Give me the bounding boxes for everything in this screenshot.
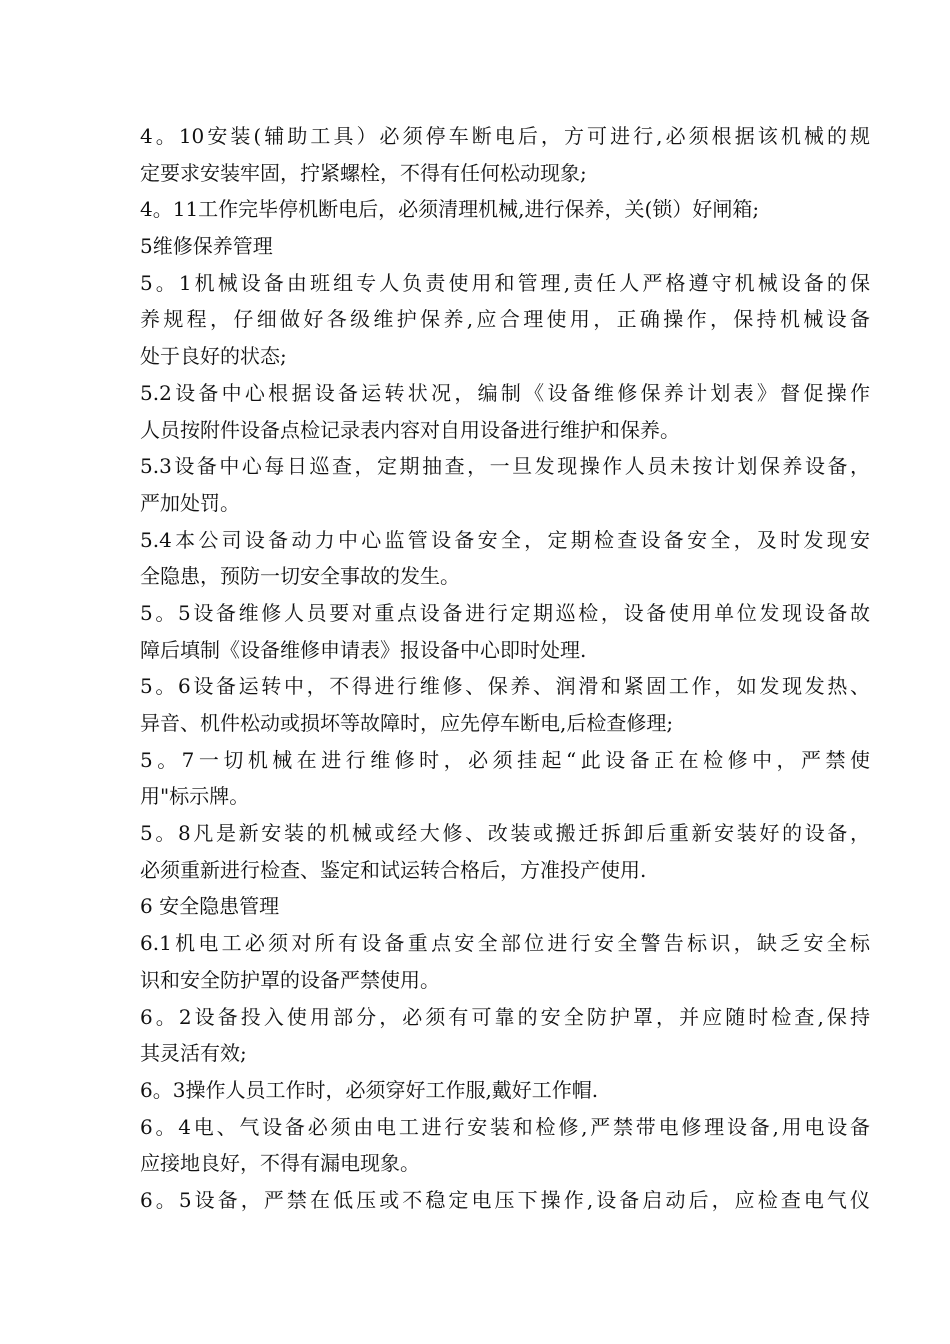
text-line: 定要求安装牢固，拧紧螺栓，不得有任何松动现象; bbox=[140, 160, 587, 185]
text-line: 6。4电、气设备必须由电工进行安装和检修,严禁带电修理设备,用电设备 bbox=[140, 1114, 870, 1139]
text-line: 6.1机电工必须对所有设备重点安全部位进行安全警告标识，缺乏安全标 bbox=[140, 931, 870, 956]
text-line: 应接地良好，不得有漏电现象。 bbox=[140, 1151, 420, 1176]
document-body bbox=[140, 118, 870, 1219]
text-line: 5。8凡是新安装的机械或经大修、改装或搬迁拆卸后重新安装好的设备， bbox=[140, 821, 870, 846]
text-line: 必须重新进行检查、鉴定和试运转合格后，方准投产使用. bbox=[140, 857, 647, 882]
text-line: 5.2设备中心根据设备运转状况，编制《设备维修保养计划表》督促操作 bbox=[140, 380, 870, 405]
text-line: 5。5设备维修人员要对重点设备进行定期巡检，设备使用单位发现设备故 bbox=[140, 600, 870, 625]
text-line: 5。6设备运转中，不得进行维修、保养、润滑和紧固工作，如发现发热、 bbox=[140, 674, 870, 699]
text-line: 5。7一切机械在进行维修时，必须挂起“此设备正在检修中，严禁使 bbox=[140, 747, 870, 772]
text-line: 4。10安装(辅助工具）必须停车断电后，方可进行,必须根据该机械的规 bbox=[140, 124, 870, 148]
text-line: 5.4本公司设备动力中心监管设备安全，定期检查设备安全，及时发现安 bbox=[140, 527, 870, 552]
text-line: 养规程，仔细做好各级维护保养,应合理使用，正确操作，保持机械设备 bbox=[140, 307, 870, 332]
text-line: 严加处罚。 bbox=[140, 490, 240, 515]
text-line: 处于良好的状态; bbox=[140, 344, 287, 369]
text-line: 5。1机械设备由班组专人负责使用和管理,责任人严格遵守机械设备的保 bbox=[140, 270, 870, 295]
text-line: 5.3设备中心每日巡查，定期抽查，一旦发现操作人员未按计划保养设备， bbox=[140, 454, 870, 479]
text-line: 其灵活有效; bbox=[140, 1041, 247, 1066]
text-line: 5维修保养管理 bbox=[140, 234, 273, 259]
text-line: 人员按附件设备点检记录表内容对自用设备进行维护和保养。 bbox=[140, 417, 680, 442]
text-line: 6 安全隐患管理 bbox=[140, 894, 280, 919]
text-line: 全隐患，预防一切安全事故的发生。 bbox=[140, 564, 460, 589]
text-line: 4。11工作完毕停机断电后，必须清理机械,进行保养，关(锁）好闸箱; bbox=[140, 197, 760, 222]
text-line: 识和安全防护罩的设备严禁使用。 bbox=[140, 967, 440, 992]
text-line: 6。5设备，严禁在低压或不稳定电压下操作,设备启动后，应检查电气仪 bbox=[140, 1187, 870, 1212]
text-line: 6。2设备投入使用部分，必须有可靠的安全防护罩，并应随时检查,保持 bbox=[140, 1004, 870, 1029]
text-line: 用"标示牌。 bbox=[140, 784, 250, 809]
text-line: 障后填制《设备维修申请表》报设备中心即时处理. bbox=[140, 637, 587, 662]
text-line: 6。3操作人员工作时，必须穿好工作服,戴好工作帽. bbox=[140, 1077, 599, 1102]
text-line: 异音、机件松动或损坏等故障时，应先停车断电,后检查修理; bbox=[140, 711, 674, 735]
